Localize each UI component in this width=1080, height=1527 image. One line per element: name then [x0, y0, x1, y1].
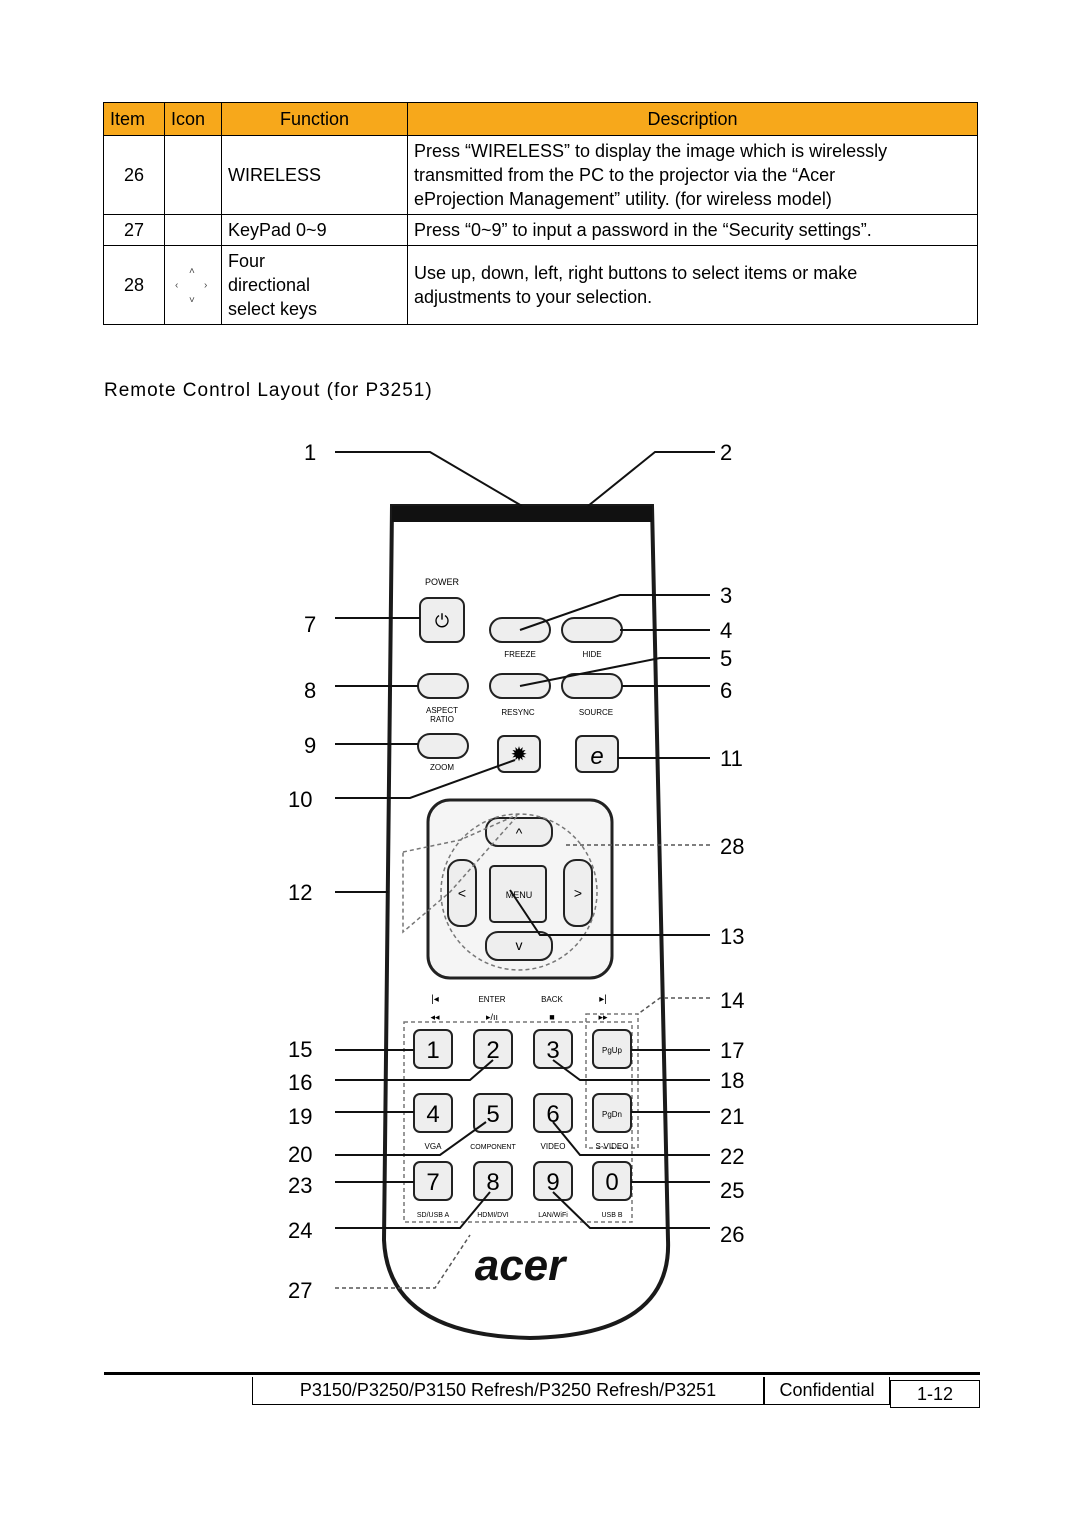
callout-line-1: [335, 452, 522, 506]
video-label: VIDEO: [540, 1142, 566, 1151]
callout-4: 4: [720, 618, 733, 643]
key-8-label: 8: [486, 1169, 500, 1196]
callout-7: 7: [304, 612, 317, 637]
callout-21: 21: [720, 1104, 745, 1129]
freeze-label: FREEZE: [504, 650, 536, 659]
description-line: Use up, down, left, right buttons to select items or make: [414, 263, 858, 283]
next-icon: ▸|: [599, 994, 607, 1005]
key-4-label: 4: [426, 1101, 440, 1128]
callout-12: 12: [288, 880, 313, 905]
left-arrow-icon: <: [457, 885, 467, 901]
description-line: eProjection Management” utility. (for wireless model): [414, 189, 832, 209]
footer-models: P3150/P3250/P3150 Refresh/P3250 Refresh/P3251: [252, 1377, 764, 1405]
remote-control-diagram: [280, 420, 800, 1350]
table-row: [104, 215, 978, 246]
sun-icon: ✹: [510, 744, 528, 766]
icon-cell: [165, 136, 222, 215]
key-0-label: 0: [605, 1169, 619, 1196]
four-direction-arrows-icon: ˄ ‹ › ˅: [175, 266, 208, 306]
icon-cell: [165, 215, 222, 246]
callout-28: 28: [720, 834, 745, 859]
key-9-label: 9: [546, 1169, 560, 1196]
callout-17: 17: [720, 1038, 745, 1063]
callout-6: 6: [720, 678, 733, 703]
vga-label: VGA: [424, 1142, 442, 1151]
function-name: WIRELESS: [222, 136, 408, 215]
key-3-label: 3: [546, 1037, 560, 1064]
table-header-row: [104, 103, 978, 136]
pgup-label: PgUp: [601, 1046, 623, 1055]
prev-icon: |◂: [431, 994, 439, 1005]
up-arrow-icon: ^: [515, 825, 523, 841]
description-cell: [408, 246, 978, 325]
ratio-label: RATIO: [430, 715, 454, 724]
component-label: COMPONENT: [470, 1144, 516, 1151]
right-arrow-icon: >: [573, 885, 583, 901]
key-6-label: 6: [546, 1101, 560, 1128]
footer-rule: [104, 1372, 980, 1375]
header-description: Description: [408, 103, 978, 136]
key-5-label: 5: [486, 1101, 500, 1128]
callout-9: 9: [304, 733, 317, 758]
footer-page-number: 1-12: [890, 1380, 980, 1408]
callout-14: 14: [720, 988, 745, 1013]
description-cell: [408, 215, 978, 246]
callout-11: 11: [720, 746, 743, 771]
callout-24: 24: [288, 1218, 313, 1243]
resync-label: RESYNC: [501, 708, 535, 717]
section-title: Remote Control Layout (for P3251): [104, 380, 433, 401]
e-key-icon: e: [590, 743, 604, 770]
callout-5: 5: [720, 646, 733, 671]
svideo-label: S-VIDEO: [595, 1142, 629, 1151]
acer-logo: acer: [474, 1241, 566, 1290]
item-number: 28: [104, 246, 165, 325]
sdusb-label: SD/USB A: [416, 1212, 450, 1219]
back-label: BACK: [541, 995, 563, 1004]
enter-label: ENTER: [478, 995, 506, 1004]
callout-2: 2: [720, 440, 733, 465]
callout-25: 25: [720, 1178, 745, 1203]
callout-23: 23: [288, 1173, 313, 1198]
description-line: Press “WIRELESS” to display the image which is wirelessly: [414, 141, 888, 161]
menu-label: MENU: [505, 890, 533, 900]
callout-19: 19: [288, 1104, 313, 1129]
rewind-icon: ◂◂: [430, 1012, 440, 1022]
key-1-label: 1: [426, 1037, 440, 1064]
callout-line-2: [588, 452, 715, 506]
callout-26: 26: [720, 1222, 745, 1247]
callout-20: 20: [288, 1142, 313, 1167]
callout-27: 27: [288, 1278, 313, 1303]
header-item: Item: [104, 103, 165, 136]
function-line: Four: [228, 251, 266, 271]
play-pause-icon: ▸/ıı: [485, 1012, 499, 1022]
power-icon: ⏻: [434, 611, 450, 631]
callout-8: 8: [304, 678, 317, 703]
callout-16: 16: [288, 1070, 313, 1095]
down-arrow-icon: v: [515, 937, 523, 953]
callout-15: 15: [288, 1037, 313, 1062]
icon-cell: [165, 246, 222, 325]
callout-10: 10: [288, 787, 313, 812]
callout-22: 22: [720, 1144, 745, 1169]
header-function: Function: [222, 103, 408, 136]
callout-13: 13: [720, 924, 745, 949]
function-table: [103, 102, 978, 325]
description-cell: [408, 136, 978, 215]
footer-confidential: Confidential: [764, 1377, 890, 1405]
function-name: [222, 246, 408, 325]
table-row: [104, 246, 978, 325]
hdmi-label: HDMI/DVI: [477, 1212, 509, 1219]
function-line: directional: [228, 275, 311, 295]
zoom-button: [418, 734, 468, 758]
aspect-label: ASPECT: [425, 706, 459, 715]
usbb-label: USB B: [601, 1212, 623, 1219]
source-button: [562, 674, 622, 698]
function-name: KeyPad 0~9: [222, 215, 408, 246]
table-row: [104, 136, 978, 215]
item-number: 26: [104, 136, 165, 215]
item-number: 27: [104, 215, 165, 246]
callout-1: 1: [304, 440, 317, 465]
function-line: select keys: [228, 299, 318, 319]
hide-label: HIDE: [582, 650, 602, 659]
lan-label: LAN/WiFi: [538, 1212, 568, 1219]
aspect-ratio-button: [418, 674, 468, 698]
description-line: adjustments to your selection.: [414, 287, 653, 307]
callout-18: 18: [720, 1068, 745, 1093]
key-2-label: 2: [486, 1037, 500, 1064]
pgdn-label: PgDn: [601, 1110, 623, 1119]
description-line: transmitted from the PC to the projector via the “Acer: [414, 165, 836, 185]
power-label: POWER: [424, 577, 460, 587]
remote-ir-window: [392, 506, 652, 522]
header-icon: Icon: [165, 103, 222, 136]
stop-icon: ■: [549, 1012, 555, 1022]
source-label: SOURCE: [578, 708, 614, 717]
description-line: Press “0~9” to input a password in the “Security settings”.: [414, 220, 872, 240]
hide-button: [562, 618, 622, 642]
fast-forward-icon: ▸▸: [598, 1012, 608, 1022]
callout-3: 3: [720, 583, 733, 608]
zoom-label: ZOOM: [430, 763, 454, 772]
key-7-label: 7: [426, 1169, 440, 1196]
